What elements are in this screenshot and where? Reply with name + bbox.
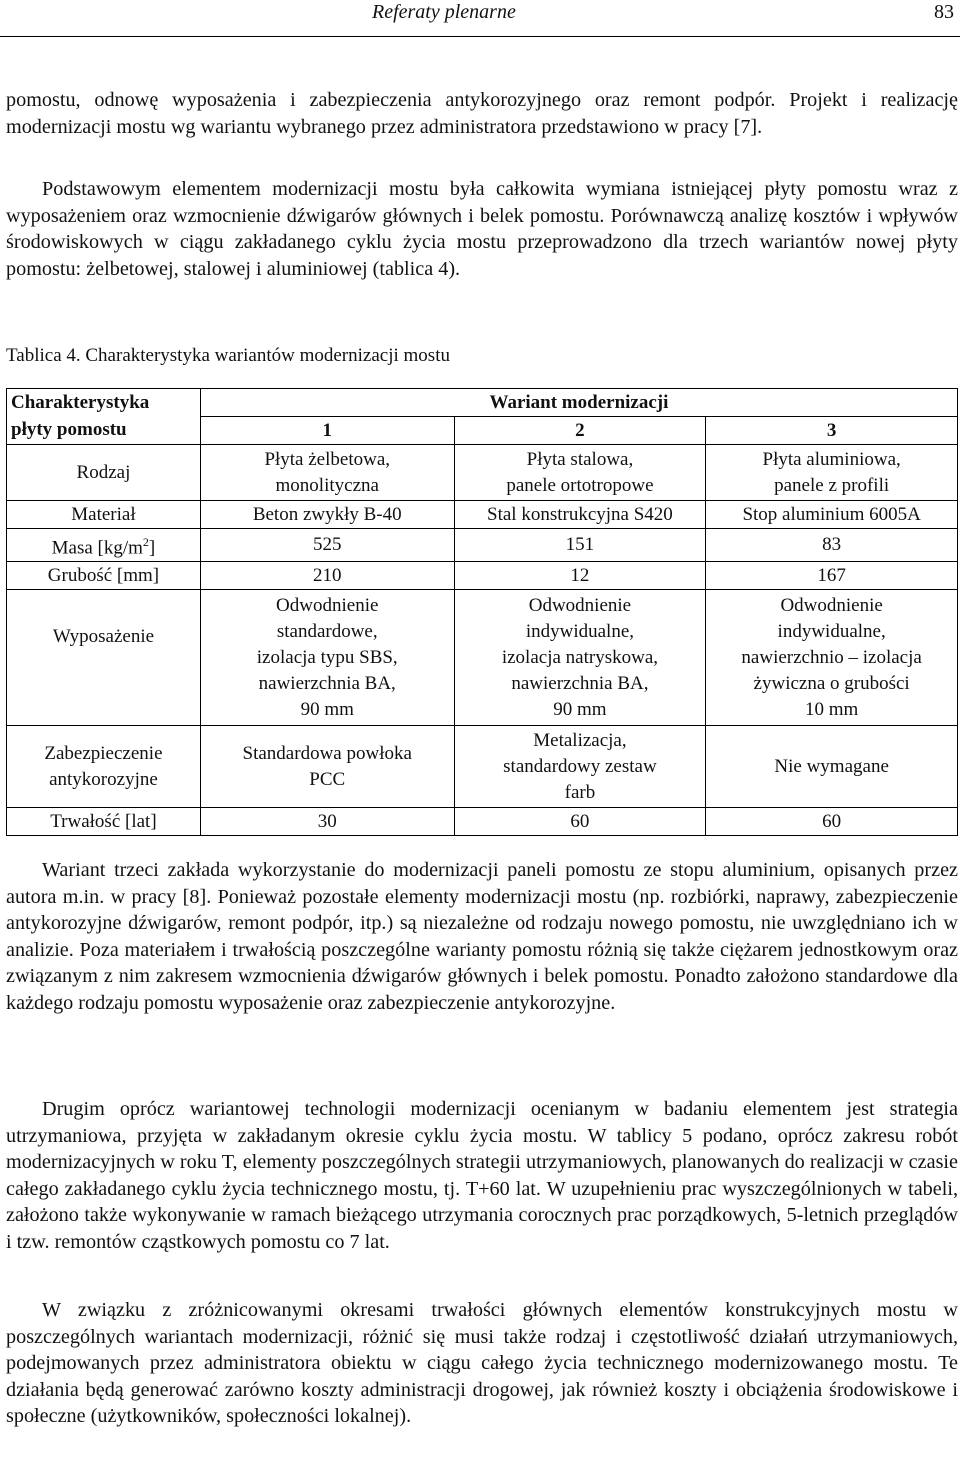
cell-zabezpieczenie-3: Nie wymagane — [706, 726, 958, 808]
running-title: Referaty plenarne — [372, 1, 516, 23]
table-caption: Tablica 4. Charakterystyka wariantów modernizacji mostu — [6, 345, 450, 366]
cell-line: Odwodnienie — [780, 594, 883, 616]
cell-masa-1: 525 — [200, 529, 454, 562]
cell-line: antykorozyjne — [49, 768, 158, 790]
cell-rodzaj-1 — [200, 445, 454, 501]
cell-line: PCC — [309, 768, 346, 790]
cell-line: 10 mm — [804, 698, 859, 720]
cell-line: monolityczna — [275, 474, 379, 496]
row-label-trwalosc: Trwałość [lat] — [7, 808, 201, 836]
cell-line: Odwodnienie — [528, 594, 632, 616]
header-variant-3: 3 — [706, 417, 958, 445]
cell-material-1: Beton zwykły B-40 — [200, 501, 454, 529]
table-header-row-1 — [7, 389, 958, 417]
table-row-grubosc — [7, 562, 958, 590]
cell-line: nawierzchnio – izolacja — [741, 646, 922, 668]
table-row-wyposazenie — [7, 590, 958, 726]
cell-zabezpieczenie-1 — [200, 726, 454, 808]
row-label-masa — [7, 529, 201, 562]
paragraph-5: W związku z zróżnicowanymi okresami trwałości głównych elementów konstrukcyjnych mostu w poszczególnych wariantach modernizacji, różnić się musi także rodzaj i częstotliwość działań utrzymaniowych, podejmowanych przez administratora obiektu w ciągu całego życia technicznego modernizowanego mostu. Te działania będą generować zarówno koszty administracji drogowej, jak również koszty i obciążenia środowiskowe i społeczne (użytkowników, społeczności lokalnej). — [6, 1299, 958, 1427]
paragraph-1: pomostu, odnowę wyposażenia i zabezpieczenia antykorozyjnego oraz remont podpór. Projekt i realizację modernizacji mostu wg wariantu wybranego przez administratora przedstawiono w pracy [7]. — [6, 89, 958, 138]
cell-line: izolacja typu SBS, — [256, 646, 398, 668]
cell-masa-2: 151 — [454, 529, 706, 562]
cell-material-3: Stop aluminium 6005A — [706, 501, 958, 529]
cell-line: Płyta żelbetowa, — [264, 448, 391, 470]
cell-grubosc-1: 210 — [200, 562, 454, 590]
header-characteristic-line1: Charakterystyka — [7, 389, 201, 417]
cell-line: 90 mm — [553, 698, 607, 720]
cell-line: farb — [564, 781, 596, 803]
table-row-material — [7, 501, 958, 529]
table-header-row-2 — [7, 417, 958, 445]
cell-line: Płyta aluminiowa, — [762, 448, 901, 470]
cell-material-2: Stal konstrukcyjna S420 — [454, 501, 706, 529]
cell-line: panele ortotropowe — [506, 474, 654, 496]
cell-wyposazenie-1 — [200, 590, 454, 726]
row-label-rodzaj: Rodzaj — [7, 445, 201, 501]
cell-line: Zabezpieczenie — [44, 742, 163, 764]
table-row-rodzaj — [7, 445, 958, 501]
paragraph-4: Drugim oprócz wariantowej technologii modernizacji ocenianym w badaniu elementem jest strategia utrzymaniowa, przyjęta w zakładanym okresie cyklu życia mostu. W tablicy 5 podano, oprócz zakresu robót modernizacyjnych w roku T, elementy poszczególnych strategii utrzymaniowych, planowanych do realizacji w czasie całego zakładanego cyklu życia technicznego mostu, tj. T+60 lat. W uzupełnieniu prac wyszczególnionych w tabeli, założono także wykonywanie w ramach bieżącego utrzymania corocznych prac porządkowych, 5-letnich przeglądów i tzw. remontów cząstkowych pomostu co 7 lat. — [6, 1098, 958, 1253]
cell-masa-3: 83 — [706, 529, 958, 562]
table-row-trwalosc — [7, 808, 958, 836]
cell-line: Płyta stalowa, — [526, 448, 634, 470]
cell-line: indywidualne, — [777, 620, 886, 642]
header-variant: Wariant modernizacji — [200, 389, 957, 417]
cell-line: Metalizacja, — [533, 729, 627, 751]
cell-line: 90 mm — [300, 698, 354, 720]
cell-line: nawierzchnia BA, — [511, 672, 649, 694]
header-variant-1: 1 — [200, 417, 454, 445]
row-label-material: Materiał — [7, 501, 201, 529]
label-text: Masa [kg/m — [51, 537, 143, 559]
cell-line: standardowy zestaw — [503, 755, 657, 777]
cell-trwalosc-1: 30 — [200, 808, 454, 836]
cell-line: indywidualne, — [525, 620, 635, 642]
cell-line: Odwodnienie — [276, 594, 379, 616]
cell-rodzaj-3 — [706, 445, 958, 501]
cell-trwalosc-2: 60 — [454, 808, 706, 836]
label-sup: 2 — [142, 535, 149, 549]
page-number: 83 — [934, 1, 954, 23]
cell-trwalosc-3: 60 — [706, 808, 958, 836]
paragraph-3: Wariant trzeci zakłada wykorzystanie do modernizacji paneli pomostu ze stopu aluminium, opisanych przez autora m.in. w pracy [8]. Ponieważ pozostałe elementy modernizacji mostu (np. rozbiórki, naprawy, zabezpieczenie antykorozyjne dźwigarów, remont podpór, itp.) są niezależne od rodzaju nowego pomostu, nie uwzględniano ich w analizie. Poza materiałem i trwałością poszczególne warianty pomostu różnią się także ciężarem jednostkowym oraz związanym z nim zakresem wzmocnienia dźwigarów głównych i belek pomostu. Ponadto założono standardowe dla każdego rodzaju pomostu wyposażenie oraz zabezpieczenie antykorozyjne. — [6, 859, 958, 1014]
table-row-zabezpieczenie — [7, 726, 958, 808]
cell-line: żywiczna o grubości — [753, 672, 910, 694]
header-variant-2: 2 — [454, 417, 706, 445]
cell-line: Standardowa powłoka — [242, 742, 412, 764]
cell-grubosc-3: 167 — [706, 562, 958, 590]
cell-zabezpieczenie-2 — [454, 726, 706, 808]
label-end: ] — [148, 537, 156, 559]
cell-wyposazenie-3 — [706, 590, 958, 726]
table-4 — [6, 388, 958, 836]
row-label-zabezpieczenie — [7, 726, 201, 808]
cell-line: izolacja natryskowa, — [501, 646, 658, 668]
paragraph-2: Podstawowym elementem modernizacji mostu była całkowita wymiana istniejącej płyty pomostu wraz z wyposażeniem oraz wzmocnienie dźwigarów głównych i belek pomostu. Porównawczą analizę kosztów i wpływów środowiskowych w ciągu zakładanego cyklu życia mostu przeprowadzono dla trzech wariantów nowej płyty pomostu: żelbetowej, stalowej i aluminiowej (tablica 4). — [6, 178, 958, 280]
cell-grubosc-2: 12 — [454, 562, 706, 590]
cell-line: standardowe, — [276, 620, 378, 642]
row-label-wyposazenie: Wyposażenie — [7, 590, 201, 726]
cell-line: nawierzchnia BA, — [258, 672, 396, 694]
row-label-grubosc: Grubość [mm] — [7, 562, 201, 590]
cell-line: panele z profili — [774, 474, 890, 496]
cell-wyposazenie-2 — [454, 590, 706, 726]
page-header — [0, 0, 960, 37]
table-row-masa — [7, 529, 958, 562]
header-characteristic-line2: płyty pomostu — [7, 417, 201, 445]
cell-rodzaj-2 — [454, 445, 706, 501]
